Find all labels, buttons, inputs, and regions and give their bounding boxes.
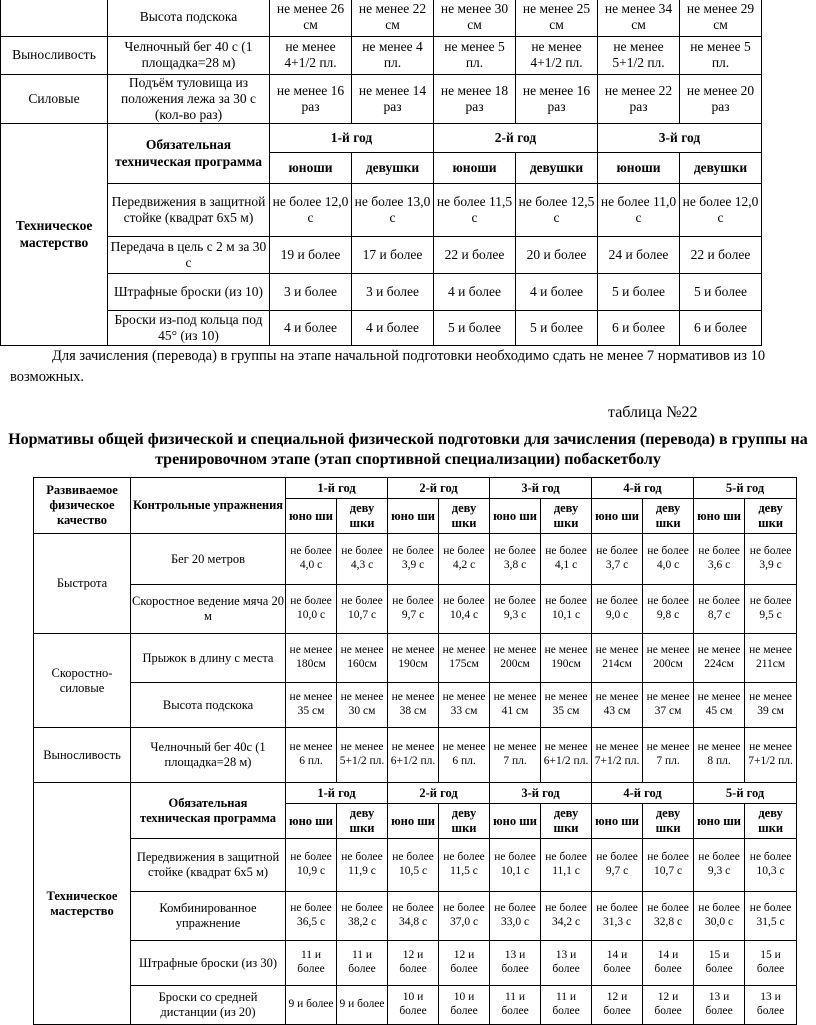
value-cell: не более 12,0 с <box>680 184 762 237</box>
value-cell: не более 9,7 с <box>388 585 439 634</box>
gender-header: юноши <box>598 153 680 184</box>
value-cell: 10 и более <box>439 986 490 1025</box>
table-row <box>1 311 762 346</box>
value-cell: не менее 190см <box>541 634 592 683</box>
gender-header: юноши <box>270 153 352 184</box>
value-cell: 5 и более <box>598 274 680 311</box>
value-cell: не менее 224см <box>694 634 745 683</box>
value-cell: не менее 7 пл. <box>643 728 694 783</box>
gender-header: юно ши <box>490 499 541 534</box>
value-cell: не менее 180см <box>286 634 337 683</box>
test-cell: Челночный бег 40с (1 площадка=28 м) <box>131 728 286 783</box>
value-cell: не менее 18 раз <box>434 74 516 124</box>
value-cell: 13 и более <box>745 986 797 1025</box>
value-cell: не менее 200см <box>490 634 541 683</box>
value-cell: не менее 5+1/2 пл. <box>598 36 680 74</box>
value-cell: не более 11,5 с <box>439 839 490 892</box>
test-cell: Передвижения в защитной стойке (квадрат 6х5 м) <box>108 184 270 237</box>
value-cell: не более 31,3 с <box>592 892 643 941</box>
value-cell: не менее 5 пл. <box>434 36 516 74</box>
gender-header: юно ши <box>592 499 643 534</box>
value-cell: не более 12,5 с <box>516 184 598 237</box>
year-header: 3-й год <box>598 124 762 153</box>
gender-header: девушки <box>680 153 762 184</box>
value-cell: не более 32,8 с <box>643 892 694 941</box>
value-cell: 6 и более <box>680 311 762 346</box>
value-cell: не более 10,7 с <box>337 585 388 634</box>
gender-header: деву шки <box>541 804 592 839</box>
value-cell: не более 9,8 с <box>643 585 694 634</box>
value-cell: не более 10,7 с <box>643 839 694 892</box>
quality-cell <box>1 0 108 36</box>
value-cell: не более 10,5 с <box>388 839 439 892</box>
value-cell: не менее 22 раз <box>598 74 680 124</box>
value-cell: не менее 6+1/2 пл. <box>541 728 592 783</box>
value-cell: не менее 4 пл. <box>352 36 434 74</box>
quality-cell: Скоростно-силовые <box>34 634 131 728</box>
value-cell: не более 11,5 с <box>434 184 516 237</box>
value-cell: 22 и более <box>680 237 762 274</box>
value-cell: 13 и более <box>541 941 592 986</box>
value-cell: 15 и более <box>694 941 745 986</box>
gender-header: юно ши <box>694 499 745 534</box>
norms-table-training <box>33 477 797 1025</box>
value-cell: не менее 211см <box>745 634 797 683</box>
value-cell: не менее 200см <box>643 634 694 683</box>
gender-header: юно ши <box>388 804 439 839</box>
value-cell: 9 и более <box>286 986 337 1025</box>
value-cell: не более 10,1 с <box>541 585 592 634</box>
value-cell: не менее 20 раз <box>680 74 762 124</box>
gender-header: деву шки <box>439 804 490 839</box>
test-cell: Броски со средней дистанции (из 20) <box>131 986 286 1025</box>
value-cell: не более 34,2 с <box>541 892 592 941</box>
value-cell: не менее 30 см <box>434 0 516 36</box>
value-cell: не менее 5 пл. <box>680 36 762 74</box>
value-cell: не более 9,0 с <box>592 585 643 634</box>
gender-header: юно ши <box>694 804 745 839</box>
value-cell: 11 и более <box>541 986 592 1025</box>
admission-note: Для зачисления (перевода) в группы на этапе начальной подготовки необходимо сдать не менее 7 нормативов из 10 возможных. <box>10 348 766 385</box>
value-cell: не более 3,9 с <box>745 534 797 585</box>
value-cell: 19 и более <box>270 237 352 274</box>
value-cell: не менее 7 пл. <box>490 728 541 783</box>
value-cell: не менее 4+1/2 пл. <box>516 36 598 74</box>
value-cell: 12 и более <box>439 941 490 986</box>
quality-cell: Техническое мастерство <box>1 124 108 346</box>
value-cell: не более 4,1 с <box>541 534 592 585</box>
value-cell: не менее 34 см <box>598 0 680 36</box>
value-cell: не более 11,0 с <box>598 184 680 237</box>
value-cell: 5 и более <box>434 311 516 346</box>
value-cell: не менее 38 см <box>388 683 439 728</box>
year-header: 1-й год <box>270 124 434 153</box>
table-row <box>34 839 797 892</box>
value-cell: 3 и более <box>352 274 434 311</box>
year-header: 4-й год <box>592 783 694 804</box>
value-cell: не менее 33 см <box>439 683 490 728</box>
value-cell: не более 10,3 с <box>745 839 797 892</box>
value-cell: 5 и более <box>680 274 762 311</box>
tests-header: Контрольные упражнения <box>131 478 286 534</box>
quality-cell: Быстрота <box>34 534 131 634</box>
value-cell: не более 10,0 с <box>286 585 337 634</box>
value-cell: 3 и более <box>270 274 352 311</box>
value-cell: не более 31,5 с <box>745 892 797 941</box>
value-cell: не более 4,0 с <box>286 534 337 585</box>
value-cell: не более 13,0 с <box>352 184 434 237</box>
value-cell: 11 и более <box>490 986 541 1025</box>
value-cell: не более 3,6 с <box>694 534 745 585</box>
value-cell: 5 и более <box>516 311 598 346</box>
gender-header: юно ши <box>286 804 337 839</box>
year-header: 2-й год <box>388 478 490 499</box>
value-cell: не менее 26 см <box>270 0 352 36</box>
gender-header: юно ши <box>490 804 541 839</box>
test-cell: Штрафные броски (из 30) <box>131 941 286 986</box>
value-cell: не более 10,9 с <box>286 839 337 892</box>
value-cell: не более 34,8 с <box>388 892 439 941</box>
value-cell: не менее 8 пл. <box>694 728 745 783</box>
table-row <box>1 184 762 237</box>
year-header: 2-й год <box>388 783 490 804</box>
test-cell: Броски из-под кольца под 45° (из 10) <box>108 311 270 346</box>
table-row <box>1 237 762 274</box>
table-row <box>1 36 762 74</box>
table-row <box>34 585 797 634</box>
value-cell: не менее 4+1/2 пл. <box>270 36 352 74</box>
value-cell: не более 10,1 с <box>490 839 541 892</box>
quality-cell: Выносливость <box>34 728 131 783</box>
value-cell: не менее 7+1/2 пл. <box>592 728 643 783</box>
value-cell: 14 и более <box>592 941 643 986</box>
gender-header: девушки <box>352 153 434 184</box>
value-cell: 13 и более <box>694 986 745 1025</box>
value-cell: 12 и более <box>592 986 643 1025</box>
value-cell: 12 и более <box>643 986 694 1025</box>
gender-header: деву шки <box>439 499 490 534</box>
year-header: 1-й год <box>286 783 388 804</box>
table-row <box>34 728 797 783</box>
quality-cell: Выносливость <box>1 36 108 74</box>
value-cell: 12 и более <box>388 941 439 986</box>
value-cell: 15 и более <box>745 941 797 986</box>
value-cell: не более 9,5 с <box>745 585 797 634</box>
program-header: Обязательная техническая программа <box>131 783 286 839</box>
value-cell: не более 9,7 с <box>592 839 643 892</box>
value-cell: не менее 22 см <box>352 0 434 36</box>
test-cell: Подъём туловища из положения лежа за 30 с (кол-во раз) <box>108 74 270 124</box>
table-row <box>34 941 797 986</box>
norms-table-initial <box>0 0 762 346</box>
value-cell: 10 и более <box>388 986 439 1025</box>
value-cell: 4 и более <box>434 274 516 311</box>
table-row <box>1 0 762 36</box>
year-header: 3-й год <box>490 783 592 804</box>
value-cell: 4 и более <box>516 274 598 311</box>
value-cell: 17 и более <box>352 237 434 274</box>
value-cell: 11 и более <box>337 941 388 986</box>
value-cell: не более 4,0 с <box>643 534 694 585</box>
table-row <box>34 783 797 804</box>
gender-header: деву шки <box>745 499 797 534</box>
value-cell: не более 10,4 с <box>439 585 490 634</box>
value-cell: не менее 7+1/2 пл. <box>745 728 797 783</box>
value-cell: не менее 16 раз <box>516 74 598 124</box>
value-cell: не более 3,9 с <box>388 534 439 585</box>
gender-header: деву шки <box>643 804 694 839</box>
table-row <box>34 892 797 941</box>
value-cell: не более 33,0 с <box>490 892 541 941</box>
value-cell: не более 11,9 с <box>337 839 388 892</box>
table-row <box>34 986 797 1025</box>
year-header: 2-й год <box>434 124 598 153</box>
test-cell: Прыжок в длину с места <box>131 634 286 683</box>
value-cell: 4 и более <box>352 311 434 346</box>
value-cell: 11 и более <box>286 941 337 986</box>
value-cell: не менее 6+1/2 пл. <box>388 728 439 783</box>
value-cell: не менее 175см <box>439 634 490 683</box>
gender-header: юно ши <box>286 499 337 534</box>
value-cell: не более 37,0 с <box>439 892 490 941</box>
value-cell: 9 и более <box>337 986 388 1025</box>
value-cell: 6 и более <box>598 311 680 346</box>
value-cell: не более 9,3 с <box>490 585 541 634</box>
value-cell: не менее 6 пл. <box>439 728 490 783</box>
value-cell: не более 4,3 с <box>337 534 388 585</box>
gender-header: деву шки <box>745 804 797 839</box>
year-header: 5-й год <box>694 783 797 804</box>
value-cell: не более 30,0 с <box>694 892 745 941</box>
table-row <box>34 634 797 683</box>
value-cell: 13 и более <box>490 941 541 986</box>
value-cell: не менее 16 раз <box>270 74 352 124</box>
value-cell: не менее 43 см <box>592 683 643 728</box>
value-cell: не более 4,2 с <box>439 534 490 585</box>
value-cell: не менее 45 см <box>694 683 745 728</box>
value-cell: не менее 37 см <box>643 683 694 728</box>
value-cell: не менее 14 раз <box>352 74 434 124</box>
table-heading: Нормативы общей физической и специальной физической подготовки для зачисления (перевода) в группы на тренировочном этапе (этап спортивной специализации) побаскетболу <box>8 431 808 468</box>
value-cell: 4 и более <box>270 311 352 346</box>
value-cell: не менее 41 см <box>490 683 541 728</box>
value-cell: не менее 30 см <box>337 683 388 728</box>
value-cell: не менее 190см <box>388 634 439 683</box>
gender-header: деву шки <box>643 499 694 534</box>
gender-header: деву шки <box>337 804 388 839</box>
value-cell: 22 и более <box>434 237 516 274</box>
value-cell: не более 3,8 с <box>490 534 541 585</box>
value-cell: не менее 39 см <box>745 683 797 728</box>
value-cell: не более 36,5 с <box>286 892 337 941</box>
test-cell: Высота подскока <box>131 683 286 728</box>
test-cell: Передвижения в защитной стойке (квадрат 6х5 м) <box>131 839 286 892</box>
quality-cell: Силовые <box>1 74 108 124</box>
test-cell: Челночный бег 40 с (1 площадка=28 м) <box>108 36 270 74</box>
table-row <box>1 124 762 153</box>
gender-header: девушки <box>516 153 598 184</box>
test-cell: Высота подскока <box>108 0 270 36</box>
test-cell: Штрафные броски (из 10) <box>108 274 270 311</box>
test-cell: Комбинированное упражнение <box>131 892 286 941</box>
table-row <box>1 74 762 124</box>
value-cell: не менее 5+1/2 пл. <box>337 728 388 783</box>
value-cell: 20 и более <box>516 237 598 274</box>
value-cell: не менее 160см <box>337 634 388 683</box>
value-cell: не менее 29 см <box>680 0 762 36</box>
value-cell: не более 38,2 с <box>337 892 388 941</box>
value-cell: не менее 6 пл. <box>286 728 337 783</box>
test-cell: Передача в цель с 2 м за 30 с <box>108 237 270 274</box>
value-cell: не более 11,1 с <box>541 839 592 892</box>
value-cell: не менее 214см <box>592 634 643 683</box>
value-cell: 14 и более <box>643 941 694 986</box>
gender-header: деву шки <box>541 499 592 534</box>
table-number: таблица №22 <box>608 404 698 421</box>
quality-cell: Техническое мастерство <box>34 783 131 1025</box>
table-row <box>34 478 797 499</box>
program-header: Обязательная техническая программа <box>108 124 270 184</box>
value-cell: не менее 25 см <box>516 0 598 36</box>
year-header: 1-й год <box>286 478 388 499</box>
test-cell: Скоростное ведение мяча 20 м <box>131 585 286 634</box>
value-cell: не более 12,0 с <box>270 184 352 237</box>
quality-header: Развиваемое физическое качество <box>34 478 131 534</box>
table-row <box>34 683 797 728</box>
value-cell: 24 и более <box>598 237 680 274</box>
value-cell: не менее 35 см <box>286 683 337 728</box>
gender-header: юно ши <box>592 804 643 839</box>
gender-header: юно ши <box>388 499 439 534</box>
value-cell: не менее 35 см <box>541 683 592 728</box>
table-row <box>1 274 762 311</box>
value-cell: не более 3,7 с <box>592 534 643 585</box>
year-header: 3-й год <box>490 478 592 499</box>
gender-header: деву шки <box>337 499 388 534</box>
gender-header: юноши <box>434 153 516 184</box>
year-header: 4-й год <box>592 478 694 499</box>
year-header: 5-й год <box>694 478 797 499</box>
table-row <box>34 534 797 585</box>
value-cell: не более 8,7 с <box>694 585 745 634</box>
test-cell: Бег 20 метров <box>131 534 286 585</box>
value-cell: не более 9,3 с <box>694 839 745 892</box>
